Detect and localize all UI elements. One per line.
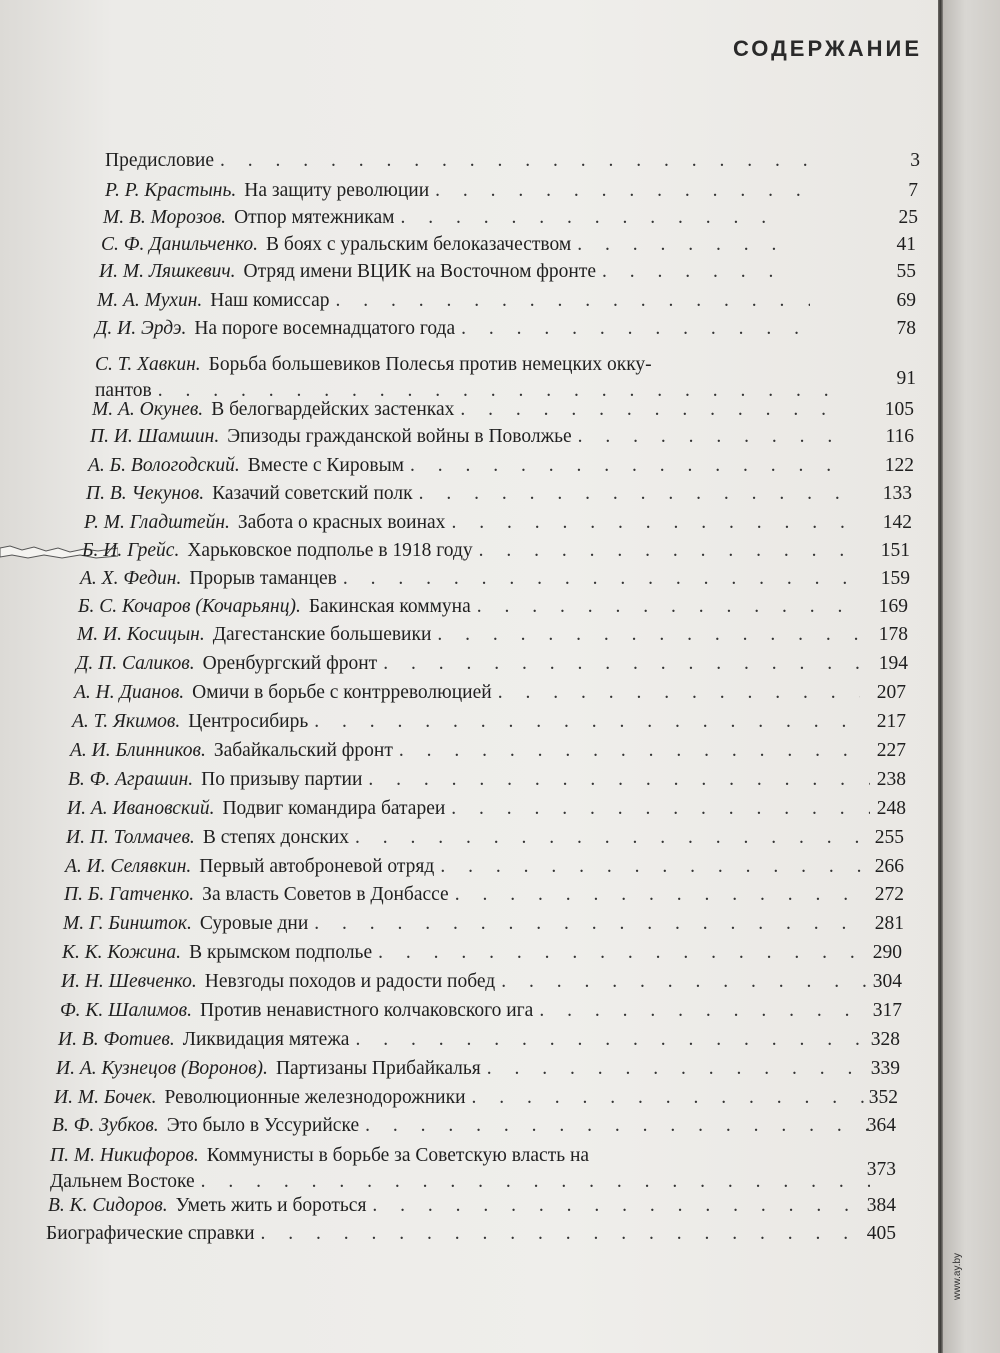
dot-leader bbox=[472, 1085, 870, 1111]
toc-page-number: 105 bbox=[884, 399, 914, 420]
toc-author: А. И. Блинников. bbox=[70, 740, 206, 761]
toc-title: За власть Советов в Донбассе bbox=[202, 884, 449, 905]
toc-page-number: 248 bbox=[876, 798, 906, 819]
toc-title: Коммунисты в борьбе за Советскую власть на bbox=[206, 1145, 590, 1166]
toc-page-number: 272 bbox=[874, 884, 904, 905]
toc-page-number: 151 bbox=[880, 540, 910, 561]
toc-entry bbox=[97, 288, 820, 314]
toc-entry bbox=[76, 651, 870, 677]
toc-author: А. Б. Вологодский. bbox=[88, 455, 240, 476]
toc-title: Биографические справки bbox=[46, 1223, 255, 1244]
toc-title: Вместе с Кировым bbox=[247, 455, 405, 476]
toc-page-number: 364 bbox=[866, 1115, 896, 1136]
toc-title: Казачий советский полк bbox=[212, 483, 413, 504]
toc-title: Это было в Уссурийске bbox=[166, 1115, 360, 1136]
toc-title: Харьковское подполье в 1918 году bbox=[187, 540, 473, 561]
toc-title-continued: Дальнем Востоке bbox=[50, 1171, 195, 1192]
dot-leader bbox=[368, 767, 870, 793]
toc-page-number: 116 bbox=[885, 426, 914, 447]
toc-title: Наш комиссар bbox=[210, 290, 330, 311]
dot-leader bbox=[451, 796, 870, 822]
dot-leader bbox=[335, 288, 810, 314]
toc-page-number: 352 bbox=[868, 1087, 898, 1108]
toc-author: Ф. К. Шалимов. bbox=[60, 1000, 193, 1021]
dot-leader bbox=[410, 453, 830, 479]
dot-leader bbox=[460, 397, 850, 423]
toc-page-number: 217 bbox=[876, 711, 906, 732]
toc-entry bbox=[84, 510, 860, 536]
dot-leader bbox=[220, 148, 830, 174]
dot-leader bbox=[455, 882, 870, 908]
dot-leader bbox=[419, 481, 840, 507]
dot-leader bbox=[498, 680, 860, 706]
dot-leader bbox=[440, 854, 870, 880]
toc-author: М. В. Морозов. bbox=[103, 207, 227, 228]
toc-title: Первый автоброневой отряд bbox=[199, 856, 435, 877]
toc-author: П. В. Чекунов. bbox=[86, 483, 205, 504]
toc-author: Д. П. Саликов. bbox=[76, 653, 195, 674]
toc-title: В боях с уральским белоказачеством bbox=[266, 234, 572, 255]
toc-title: Отпор мятежникам bbox=[234, 207, 395, 228]
toc-title: В степях донских bbox=[202, 827, 349, 848]
toc-page-number: 69 bbox=[896, 290, 916, 311]
dot-leader bbox=[383, 651, 860, 677]
toc-entry bbox=[105, 148, 840, 174]
toc-entry bbox=[77, 622, 870, 648]
toc-entry bbox=[86, 481, 850, 507]
toc-author: И. М. Ляшкевич. bbox=[99, 261, 236, 282]
toc-author: В. К. Сидоров. bbox=[48, 1195, 168, 1216]
toc-title: Борьба большевиков Полесья против немецких окку- bbox=[208, 354, 652, 375]
toc-author: И. М. Бочек. bbox=[54, 1087, 157, 1108]
toc-page-number: 169 bbox=[878, 596, 908, 617]
contents-heading: СОДЕРЖАНИЕ bbox=[732, 36, 922, 61]
toc-page-number: 266 bbox=[874, 856, 904, 877]
toc-title: Революционные железнодорожники bbox=[164, 1087, 466, 1108]
dot-leader bbox=[578, 424, 835, 450]
dot-leader bbox=[372, 1193, 870, 1219]
toc-entry bbox=[92, 397, 860, 423]
dot-leader bbox=[355, 1027, 870, 1053]
dot-leader bbox=[577, 232, 790, 258]
toc-author: Р. Р. Крастынь. bbox=[105, 180, 237, 201]
dot-leader bbox=[435, 178, 800, 204]
toc-entry bbox=[67, 796, 880, 822]
toc-title: Отряд имени ВЦИК на Восточном фронте bbox=[243, 261, 597, 282]
dot-leader bbox=[479, 538, 845, 564]
toc-page-number: 384 bbox=[866, 1195, 896, 1216]
toc-page-number: 317 bbox=[872, 1000, 902, 1021]
toc-entry bbox=[63, 911, 880, 937]
toc-title: Невзгоды походов и радости побед bbox=[204, 971, 496, 992]
toc-page-number: 159 bbox=[880, 568, 910, 589]
toc-entry bbox=[48, 1193, 880, 1219]
toc-entry bbox=[74, 680, 870, 706]
toc-author: Д. И. Эрдэ. bbox=[95, 318, 187, 339]
toc-page-number: 133 bbox=[882, 483, 912, 504]
toc-title: Уметь жить и бороться bbox=[175, 1195, 367, 1216]
toc-title-continued: пантов bbox=[95, 380, 152, 401]
toc-author: В. Ф. Аграшин. bbox=[68, 769, 194, 790]
toc-title: Эпизоды гражданской войны в Поволжье bbox=[227, 426, 572, 447]
toc-entry bbox=[50, 1143, 880, 1195]
dot-leader bbox=[261, 1221, 870, 1247]
toc-title: Оренбургский фронт bbox=[202, 653, 378, 674]
toc-author: А. Х. Федин. bbox=[80, 568, 182, 589]
toc-author: Р. М. Гладштейн. bbox=[84, 512, 230, 533]
toc-author: В. Ф. Зубков. bbox=[52, 1115, 159, 1136]
dot-leader bbox=[477, 594, 855, 620]
toc-entry bbox=[80, 566, 860, 592]
toc-page-number: 55 bbox=[896, 261, 916, 282]
toc-entry bbox=[46, 1221, 880, 1247]
toc-page-number: 178 bbox=[878, 624, 908, 645]
toc-title: В белогвардейских застенках bbox=[211, 399, 455, 420]
toc-entry bbox=[72, 709, 880, 735]
toc-author: К. К. Кожина. bbox=[62, 942, 182, 963]
toc-page-number: 122 bbox=[884, 455, 914, 476]
toc-entry bbox=[82, 538, 855, 564]
toc-page-number: 7 bbox=[908, 180, 918, 201]
toc-entry bbox=[103, 205, 800, 231]
dot-leader bbox=[461, 316, 820, 342]
toc-author: И. П. Толмачев. bbox=[66, 827, 195, 848]
toc-page-number: 91 bbox=[896, 368, 916, 389]
toc-page-number: 227 bbox=[876, 740, 906, 761]
toc-page-number: 142 bbox=[882, 512, 912, 533]
toc-title: Ликвидация мятежа bbox=[182, 1029, 350, 1050]
toc-author: А. И. Селявкин. bbox=[65, 856, 192, 877]
toc-author: И. Н. Шевченко. bbox=[61, 971, 197, 992]
toc-page-number: 304 bbox=[872, 971, 902, 992]
toc-entry bbox=[105, 178, 810, 204]
dot-leader bbox=[539, 998, 870, 1024]
dot-leader bbox=[399, 738, 870, 764]
dot-leader bbox=[314, 709, 870, 735]
toc-author: М. И. Косицын. bbox=[77, 624, 205, 645]
toc-author: Б. И. Грейс. bbox=[82, 540, 180, 561]
dot-leader bbox=[487, 1056, 870, 1082]
dot-leader bbox=[451, 510, 850, 536]
toc-page-number: 328 bbox=[870, 1029, 900, 1050]
toc-author: А. Н. Дианов. bbox=[74, 682, 185, 703]
toc-page-number: 78 bbox=[896, 318, 916, 339]
toc-author: М. А. Мухин. bbox=[97, 290, 203, 311]
dot-leader bbox=[355, 825, 870, 851]
toc-title: Партизаны Прибайкалья bbox=[275, 1058, 481, 1079]
dot-leader bbox=[437, 622, 860, 648]
toc-entry bbox=[88, 453, 840, 479]
toc-author: П. Б. Гатченко. bbox=[64, 884, 195, 905]
toc-title: Подвиг командира батареи bbox=[222, 798, 446, 819]
dot-leader bbox=[201, 1169, 870, 1195]
toc-title: Прорыв таманцев bbox=[189, 568, 337, 589]
toc-entry bbox=[68, 767, 880, 793]
toc-entry bbox=[61, 969, 880, 995]
toc-page-number: 405 bbox=[866, 1223, 896, 1244]
toc-entry bbox=[58, 1027, 880, 1053]
toc-title: Предисловие bbox=[105, 150, 215, 171]
toc-author: С. Ф. Данильченко. bbox=[101, 234, 259, 255]
toc-author: И. А. Ивановский. bbox=[67, 798, 215, 819]
toc-title: Против ненавистного колчаковского ига bbox=[200, 1000, 534, 1021]
toc-page-number: 373 bbox=[866, 1159, 896, 1180]
toc-page-number: 281 bbox=[874, 913, 904, 934]
dot-leader bbox=[400, 205, 790, 231]
toc-page-number: 25 bbox=[898, 207, 918, 228]
toc-page-number: 207 bbox=[876, 682, 906, 703]
toc-title: По призыву партии bbox=[201, 769, 363, 790]
toc-page-number: 238 bbox=[876, 769, 906, 790]
toc-entry bbox=[78, 594, 865, 620]
toc-entry bbox=[54, 1085, 880, 1111]
toc-entry bbox=[64, 882, 880, 908]
toc-title: Бакинская коммуна bbox=[308, 596, 471, 617]
toc-entry bbox=[56, 1056, 880, 1082]
toc-entry bbox=[99, 259, 800, 285]
toc-title: Суровые дни bbox=[199, 913, 309, 934]
toc-author: И. В. Фотиев. bbox=[58, 1029, 175, 1050]
toc-author: М. Г. Биншток. bbox=[63, 913, 192, 934]
toc-author: С. Т. Хавкин. bbox=[95, 354, 201, 375]
toc-entry bbox=[65, 854, 880, 880]
toc-title: На пороге восемнадцатого года bbox=[194, 318, 456, 339]
toc-entry bbox=[62, 940, 880, 966]
toc-title: Забайкальский фронт bbox=[213, 740, 393, 761]
toc-entry bbox=[101, 232, 800, 258]
toc-title: Омичи в борьбе с контрреволюцией bbox=[192, 682, 492, 703]
toc-page-number: 41 bbox=[896, 234, 916, 255]
toc-author: П. М. Никифоров. bbox=[50, 1145, 199, 1166]
toc-entry bbox=[52, 1113, 880, 1139]
toc-page-number: 339 bbox=[870, 1058, 900, 1079]
dot-leader bbox=[343, 566, 850, 592]
page-edge bbox=[943, 0, 1000, 1353]
toc-page-number: 3 bbox=[910, 150, 920, 171]
toc-entry bbox=[66, 825, 880, 851]
toc-title: Центросибирь bbox=[188, 711, 309, 732]
dot-leader bbox=[602, 259, 790, 285]
toc-author: П. И. Шамшин. bbox=[90, 426, 220, 447]
toc-entry bbox=[95, 316, 830, 342]
toc-title: На защиту революции bbox=[244, 180, 430, 201]
toc-entry bbox=[60, 998, 880, 1024]
toc-title: Дагестанские большевики bbox=[212, 624, 432, 645]
toc-entry bbox=[70, 738, 880, 764]
toc-author: А. Т. Якимов. bbox=[72, 711, 181, 732]
dot-leader bbox=[314, 911, 870, 937]
toc-entry bbox=[90, 424, 845, 450]
toc-page-number: 290 bbox=[872, 942, 902, 963]
dot-leader bbox=[365, 1113, 870, 1139]
toc-title: В крымском подполье bbox=[189, 942, 373, 963]
dot-leader bbox=[378, 940, 870, 966]
toc-title: Забота о красных воинах bbox=[237, 512, 446, 533]
dot-leader bbox=[501, 969, 870, 995]
toc-author: И. А. Кузнецов (Воронов). bbox=[56, 1058, 268, 1079]
toc-page-number: 255 bbox=[874, 827, 904, 848]
toc-author: Б. С. Кочаров (Кочарьянц). bbox=[78, 596, 301, 617]
toc-page-number: 194 bbox=[878, 653, 908, 674]
toc-author: М. А. Окунев. bbox=[92, 399, 204, 420]
watermark: www.ay.by bbox=[952, 1252, 963, 1300]
